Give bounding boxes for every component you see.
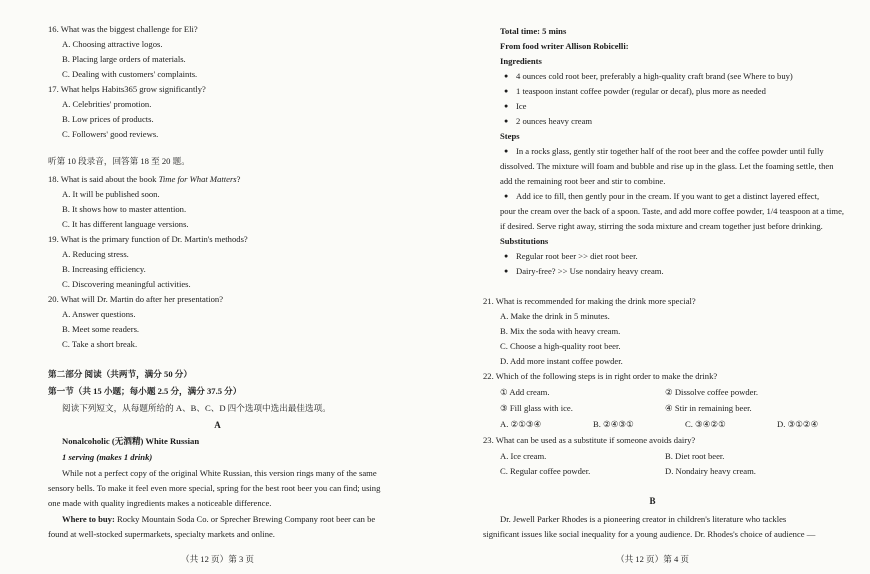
listening-instruction: 听第 10 段录音，回答第 18 至 20 题。 (48, 156, 190, 166)
bullet-icon: ● (504, 117, 509, 125)
bullet-icon: ● (504, 87, 509, 95)
q23-option-a: A. Ice cream. (500, 451, 547, 461)
q17-option-a: A. Celebrities' promotion. (62, 99, 152, 109)
passage-b-line-2: significant issues like social inequality for a young audience. Dr. Rhodes's choice of audience — (483, 529, 816, 539)
ingredients-heading: Ingredients (500, 56, 542, 66)
q21-option-d: D. Add more instant coffee powder. (500, 356, 623, 366)
q22-step-1: ① Add cream. (500, 387, 550, 397)
substitutions-heading: Substitutions (500, 236, 549, 246)
step2-line-1: Add ice to fill, then gently pour in the cream. If you want to get a distinct layered effect, (516, 191, 820, 201)
steps-heading: Steps (500, 131, 520, 141)
q18-book-title: Time for What Matters (158, 174, 237, 184)
page-footer-right: （共 12 页）第 4 页 (615, 554, 690, 564)
q21-option-b: B. Mix the soda with heavy cream. (500, 326, 621, 336)
step1-line-2: dissolved. The mixture will foam and bubble and rise up in the glass. Let the foaming settle, then (500, 161, 834, 171)
step2-line-3: if desired. Serve right away, stirring the soda mixture and cream together just before drinking. (500, 221, 823, 231)
q22-step-2: ② Dissolve coffee powder. (665, 387, 758, 397)
q16-stem: 16. What was the biggest challenge for Eli? (48, 24, 198, 34)
q16-option-a: A. Choosing attractive logos. (62, 39, 163, 49)
step2-line-2: pour the cream over the back of a spoon. Taste, and add more coffee powder, 1/4 teaspoon at a time, (500, 206, 845, 216)
total-time: Total time: 5 mins (500, 26, 567, 36)
passage-label-b: B (649, 496, 656, 506)
substitution-item: Dairy-free? >> Use nondairy heavy cream. (516, 266, 664, 276)
q22-step-3: ③ Fill glass with ice. (500, 403, 573, 413)
q18-option-a: A. It will be published soon. (62, 189, 160, 199)
q23-option-b: B. Diet root beer. (665, 451, 725, 461)
bullet-icon: ● (504, 147, 509, 155)
bullet-icon: ● (504, 72, 509, 80)
q16-option-c: C. Dealing with customers' complaints. (62, 69, 198, 79)
bullet-icon: ● (504, 267, 509, 275)
q21-option-a: A. Make the drink in 5 minutes. (500, 311, 610, 321)
q23-stem: 23. What can be used as a substitute if someone avoids dairy? (483, 435, 696, 445)
q17-option-c: C. Followers' good reviews. (62, 129, 159, 139)
q18-stem-text: 18. What is said about the book (48, 174, 159, 184)
q21-option-c: C. Choose a high-quality root beer. (500, 341, 621, 351)
where-to-buy-label: Where to buy: (62, 514, 115, 524)
bullet-icon: ● (504, 252, 509, 260)
serving-line: 1 serving (makes 1 drink) (62, 452, 153, 462)
right-page (435, 0, 870, 574)
ingredient-item: 1 teaspoon instant coffee powder (regular or decaf), plus more as needed (516, 86, 766, 96)
recipe-title: Nonalcoholic (无酒精) White Russian (62, 436, 200, 446)
substitution-item: Regular root beer >> diet root beer. (516, 251, 638, 261)
q20-stem: 20. What will Dr. Martin do after her presentation? (48, 294, 224, 304)
q23-option-c: C. Regular coffee powder. (500, 466, 591, 476)
q22-option-d: D. ③①②④ (777, 419, 819, 429)
q18-stem (48, 174, 240, 185)
q17-option-b: B. Low prices of products. (62, 114, 154, 124)
passage-label-a: A (214, 420, 221, 430)
bullet-icon: ● (504, 102, 509, 110)
passage-b-line-1: Dr. Jewell Parker Rhodes is a pioneering creator in children's literature who tackles (500, 514, 787, 524)
intro-line-3: one made with quality ingredients makes a noticeable difference. (48, 498, 272, 508)
q17-stem: 17. What helps Habits365 grow significantly? (48, 84, 206, 94)
ingredient-item: 4 ounces cold root beer, preferably a high-quality craft brand (see Where to buy) (516, 71, 793, 81)
q22-stem: 22. Which of the following steps is in right order to make the drink? (483, 371, 718, 381)
q19-option-c: C. Discovering meaningful activities. (62, 279, 191, 289)
q19-option-a: A. Reducing stress. (62, 249, 129, 259)
intro-line-2: sensory bells. To make it feel even more special, spring for the best root beer you can find; using (48, 483, 381, 493)
q23-option-d: D. Nondairy heavy cream. (665, 466, 756, 476)
reading-instruction: 阅读下列短文，从每题所给的 A、B、C、D 四个选项中选出最佳选项。 (62, 403, 331, 413)
q18-option-c: C. It has different language versions. (62, 219, 189, 229)
intro-line-1: While not a perfect copy of the original White Russian, this version rings many of the same (62, 468, 377, 478)
q22-option-c: C. ③④②① (685, 419, 726, 429)
step1-line-1: In a rocks glass, gently stir together half of the root beer and the coffee powder until fully (516, 146, 824, 156)
where-to-buy-text: Rocky Mountain Soda Co. or Sprecher Brewing Company root beer can be (114, 514, 376, 524)
section1-heading: 第一节（共 15 小题；每小题 2.5 分，满分 37.5 分） (48, 386, 242, 396)
where-to-buy-line-2: found at well-stocked supermarkets, specialty markets and online. (48, 529, 275, 539)
page-footer-left: （共 12 页）第 3 页 (180, 554, 255, 564)
q18-stem-end: ? (236, 174, 241, 184)
q22-option-a: A. ②①③④ (500, 419, 542, 429)
q18-option-b: B. It shows how to master attention. (62, 204, 187, 214)
q21-stem: 21. What is recommended for making the drink more special? (483, 296, 696, 306)
q22-step-4: ④ Stir in remaining beer. (665, 403, 752, 413)
where-to-buy-line (62, 514, 375, 525)
q20-option-c: C. Take a short break. (62, 339, 138, 349)
bullet-icon: ● (504, 192, 509, 200)
q19-stem: 19. What is the primary function of Dr. Martin's methods? (48, 234, 248, 244)
q19-option-b: B. Increasing efficiency. (62, 264, 146, 274)
q20-option-a: A. Answer questions. (62, 309, 136, 319)
ingredient-item: Ice (516, 101, 527, 111)
ingredient-item: 2 ounces heavy cream (516, 116, 593, 126)
q16-option-b: B. Placing large orders of materials. (62, 54, 186, 64)
q22-option-b: B. ②④③① (593, 419, 634, 429)
food-writer-line: From food writer Allison Robicelli: (500, 41, 629, 51)
step1-line-3: add the remaining root beer and stir to combine. (500, 176, 666, 186)
q20-option-b: B. Meet some readers. (62, 324, 140, 334)
part2-heading: 第二部分 阅读（共两节，满分 50 分） (48, 369, 192, 379)
